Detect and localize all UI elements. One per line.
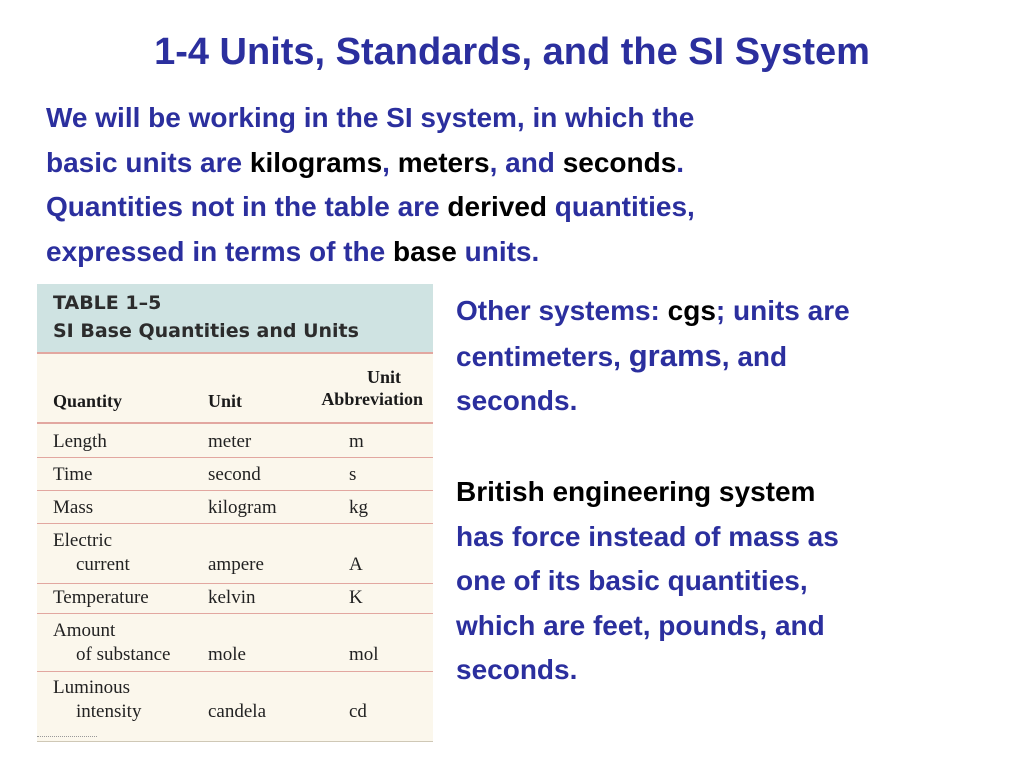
term-derived: derived xyxy=(447,191,548,222)
table-header xyxy=(37,284,433,354)
intro-line-2: basic units are kilograms, meters, and seconds. xyxy=(46,146,685,178)
col-header-abbreviation: Unit Abbreviation xyxy=(321,367,423,409)
intro-line-1: We will be working in the SI system, in which the xyxy=(46,102,695,133)
table-footer-mark xyxy=(37,736,97,740)
other-systems-paragraph xyxy=(456,289,996,424)
row-divider xyxy=(37,613,433,614)
british-line-4: which are feet, pounds, and xyxy=(456,609,825,641)
british-line-3: one of its basic quantities, xyxy=(456,565,808,596)
intro-line-3: Quantities not in the table are derived quantities, xyxy=(46,191,695,222)
term-meters: meters xyxy=(397,146,490,178)
header-rule xyxy=(37,422,433,424)
other-line-3: seconds. xyxy=(456,385,578,416)
british-line-2: has force instead of mass as xyxy=(456,520,839,552)
british-line-1: British engineering system xyxy=(456,476,816,507)
intro-paragraph xyxy=(46,96,946,274)
table-caption: SI Base Quantities and Units xyxy=(53,320,359,342)
table-number: TABLE 1–5 xyxy=(53,292,162,314)
col-header-unit: Unit xyxy=(208,391,243,411)
term-cgs: cgs xyxy=(667,295,716,326)
row-divider xyxy=(37,671,433,672)
row-divider xyxy=(37,583,433,584)
intro-line-4: expressed in terms of the base units. xyxy=(46,235,540,267)
other-line-2: centimeters, grams, and xyxy=(456,337,788,373)
slide-title: 1-4 Units, Standards, and the SI System xyxy=(154,31,870,73)
british-system-paragraph xyxy=(456,470,996,693)
row-divider xyxy=(37,457,433,458)
term-base: base xyxy=(393,235,457,267)
row-divider xyxy=(37,490,433,491)
other-line-1: Other systems: cgs; units are xyxy=(456,295,850,326)
british-line-5: seconds. xyxy=(456,654,578,685)
term-seconds: seconds xyxy=(562,146,677,178)
term-grams: grams xyxy=(628,337,722,373)
col-header-quantity: Quantity xyxy=(53,391,123,411)
si-base-units-table: TABLE 1–5 SI Base Quantities and Units Quantity Unit Unit Abbreviation Length meter m Time second s Mass kilogram kg Electric current ampere A Temperature kelvin K Amount of substance mole mol Luminous intensity candela cd xyxy=(37,284,433,742)
term-kilograms: kilograms xyxy=(249,146,383,178)
row-divider xyxy=(37,523,433,524)
